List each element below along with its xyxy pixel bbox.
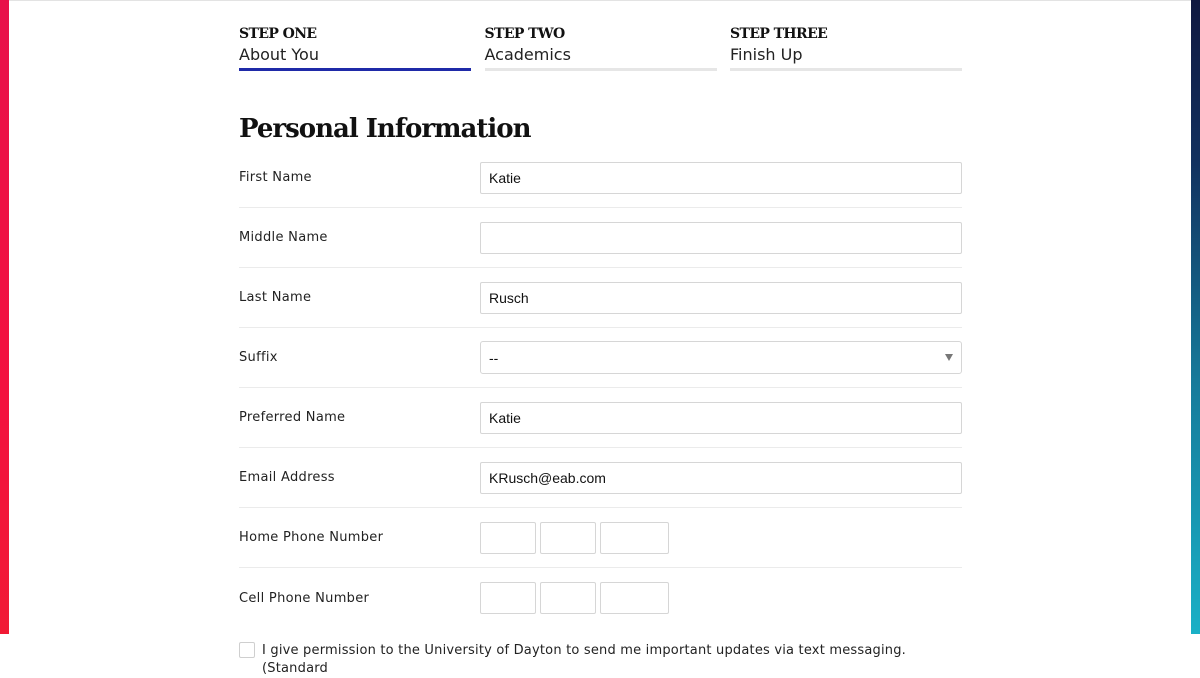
step-title: Academics	[484, 45, 571, 64]
cell-phone-row	[239, 568, 962, 628]
step-title: About You	[239, 45, 319, 64]
home-phone-prefix-input[interactable]	[540, 522, 596, 554]
form-container	[239, 0, 962, 678]
suffix-row	[239, 328, 962, 388]
step-one[interactable]	[239, 25, 471, 71]
preferred-name-label: Preferred Name	[239, 410, 346, 425]
cell-phone-inputs	[480, 582, 669, 614]
middle-name-label: Middle Name	[239, 230, 328, 245]
step-number: STEP ONE	[239, 26, 317, 42]
left-accent-bar	[0, 0, 9, 634]
home-phone-inputs	[480, 522, 669, 554]
step-two[interactable]	[485, 25, 717, 71]
last-name-label: Last Name	[239, 290, 312, 305]
preferred-name-input[interactable]	[480, 402, 962, 434]
cell-phone-area-code-input[interactable]	[480, 582, 536, 614]
right-accent-bar	[1191, 0, 1200, 634]
step-progress	[239, 25, 962, 71]
home-phone-row	[239, 508, 962, 568]
middle-name-input[interactable]	[480, 222, 962, 254]
email-field[interactable]	[480, 462, 962, 494]
home-phone-label: Home Phone Number	[239, 530, 384, 545]
last-name-row	[239, 268, 962, 328]
first-name-label: First Name	[239, 170, 312, 185]
email-label: Email Address	[239, 470, 335, 485]
step-number: STEP TWO	[484, 26, 565, 42]
middle-name-row	[239, 208, 962, 268]
email-row	[239, 448, 962, 508]
step-three[interactable]	[730, 25, 962, 71]
sms-consent-checkbox[interactable]	[239, 642, 255, 658]
sms-consent	[239, 642, 962, 678]
cell-phone-line-input[interactable]	[600, 582, 669, 614]
last-name-input[interactable]	[480, 282, 962, 314]
section-title: Personal Information	[239, 114, 531, 144]
first-name-input[interactable]	[480, 162, 962, 194]
cell-phone-prefix-input[interactable]	[540, 582, 596, 614]
chevron-down-icon	[945, 354, 953, 361]
suffix-select[interactable]	[480, 341, 962, 374]
suffix-selected-value: --	[489, 349, 499, 366]
step-title: Finish Up	[730, 45, 803, 64]
preferred-name-row	[239, 388, 962, 448]
first-name-row	[239, 148, 962, 208]
home-phone-line-input[interactable]	[600, 522, 669, 554]
sms-consent-text: I give permission to the University of Dayton to send me important updates via text messaging. (Standard	[262, 643, 906, 676]
suffix-label: Suffix	[239, 350, 278, 365]
step-number: STEP THREE	[730, 26, 828, 42]
cell-phone-label: Cell Phone Number	[239, 590, 370, 606]
home-phone-area-code-input[interactable]	[480, 522, 536, 554]
